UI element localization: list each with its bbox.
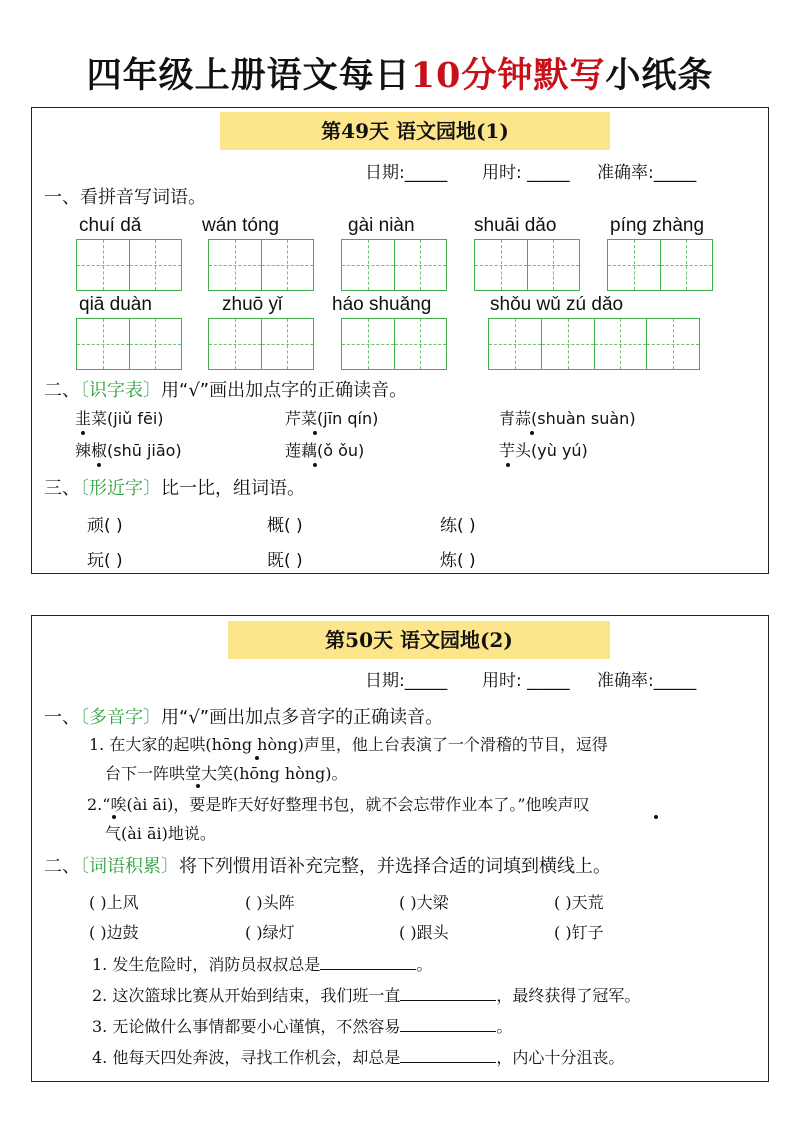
writing-grid[interactable] (607, 239, 713, 291)
reading-item: 芹菜(jīn qín) (285, 409, 379, 428)
reading-item: 辣椒(shū jiāo) (75, 441, 182, 460)
idiom-item: ( )天荒 (554, 893, 604, 912)
idiom-item: ( )绿灯 (245, 923, 295, 942)
accuracy-field: 准确率:_____ (597, 163, 697, 183)
pinyin-label: qiā duàn (79, 294, 152, 315)
reading-item: 青蒜(shuàn suàn) (499, 409, 636, 428)
pinyin-label: píng zhàng (610, 215, 705, 236)
answer-blank[interactable] (400, 986, 496, 1001)
section-2-heading: 二、〔词语积累〕将下列惯用语补充完整，并选择合适的词填到横线上。 (44, 856, 611, 877)
day49-panel (31, 107, 769, 574)
sentence-line: 气(ài āi)地说。 (105, 824, 216, 843)
time-field: 用时: _____ (482, 163, 570, 183)
emphasis-dot (313, 463, 317, 467)
answer-blank[interactable] (400, 1048, 496, 1063)
idiom-item: ( )钉子 (554, 923, 604, 942)
date-field: 日期:_____ (365, 163, 448, 183)
fill-question: 2. 这次篮球比赛从开始到结束，我们班一直 ，最终获得了冠军。 (92, 986, 641, 1005)
idiom-item: ( )大梁 (399, 893, 449, 912)
page-title: 四年级上册语文每日10分钟默写小纸条 (86, 55, 714, 96)
char-item: 玩( ) (87, 551, 123, 571)
fill-question: 3. 无论做什么事情都要小心谨慎，不然容易 。 (92, 1017, 513, 1036)
pinyin-label: chuí dǎ (79, 215, 142, 236)
emphasis-dot (530, 431, 534, 435)
writing-grid[interactable] (474, 239, 580, 291)
emphasis-dot (97, 463, 101, 467)
emphasis-dot (506, 463, 510, 467)
sentence-line: 1. 在大家的起哄(hōng hòng)声里，他上台表演了一个滑稽的节目，逗得 (89, 735, 608, 754)
writing-grid[interactable] (341, 318, 447, 370)
emphasis-dot (313, 431, 317, 435)
sentence-line: 2.“唉(ài āi)，要是昨天好好整理书包，就不会忘带作业本了。”他唉声叹 (87, 795, 590, 814)
reading-item: 韭菜(jiǔ fēi) (75, 409, 164, 428)
emphasis-dot (81, 431, 85, 435)
pinyin-label: zhuō yǐ (222, 294, 283, 315)
time-field: 用时: _____ (482, 671, 570, 691)
writing-grid[interactable] (208, 239, 314, 291)
char-item: 顽( ) (87, 516, 123, 536)
pinyin-label: gài niàn (348, 215, 415, 236)
section-2-heading: 二、〔识字表〕用“√”画出加点字的正确读音。 (44, 380, 408, 401)
writing-grid[interactable] (488, 318, 700, 370)
emphasis-dot (196, 784, 200, 788)
char-item: 既( ) (267, 551, 303, 571)
section-1-heading: 一、看拼音写词语。 (44, 187, 206, 208)
idiom-item: ( )边鼓 (89, 923, 139, 942)
char-item: 炼( ) (440, 551, 476, 571)
emphasis-dot (255, 756, 259, 760)
reading-item: 莲藕(ǒ ǒu) (285, 441, 365, 460)
answer-blank[interactable] (320, 955, 416, 970)
char-item: 练( ) (440, 516, 476, 536)
fill-question: 1. 发生危险时，消防员叔叔总是 。 (92, 955, 433, 974)
section-1-heading: 一、〔多音字〕用“√”画出加点多音字的正确读音。 (44, 707, 444, 728)
date-field: 日期:_____ (365, 671, 448, 691)
answer-blank[interactable] (400, 1017, 496, 1032)
idiom-item: ( )上风 (89, 893, 139, 912)
section-3-heading: 三、〔形近字〕比一比，组词语。 (44, 478, 305, 499)
reading-item: 芋头(yù yú) (499, 441, 588, 460)
char-item: 概( ) (267, 516, 303, 536)
day49-banner: 第49天 语文园地(1) (220, 112, 610, 150)
pinyin-label: shǒu wǔ zú dǎo (490, 294, 624, 315)
writing-grid[interactable] (208, 318, 314, 370)
writing-grid[interactable] (76, 318, 182, 370)
writing-grid[interactable] (76, 239, 182, 291)
accuracy-field: 准确率:_____ (597, 671, 697, 691)
day50-panel (31, 615, 769, 1082)
fill-question: 4. 他每天四处奔波，寻找工作机会，却总是 ，内心十分沮丧。 (92, 1048, 625, 1067)
writing-grid[interactable] (341, 239, 447, 291)
idiom-item: ( )跟头 (399, 923, 449, 942)
idiom-item: ( )头阵 (245, 893, 295, 912)
pinyin-label: shuāi dǎo (474, 215, 557, 236)
pinyin-label: wán tóng (202, 215, 280, 236)
sentence-line: 台下一阵哄堂大笑(hōng hòng)。 (105, 764, 348, 783)
day50-banner: 第50天 语文园地(2) (228, 621, 610, 659)
emphasis-dot (654, 815, 658, 819)
emphasis-dot (112, 815, 116, 819)
pinyin-label: háo shuǎng (332, 294, 432, 315)
